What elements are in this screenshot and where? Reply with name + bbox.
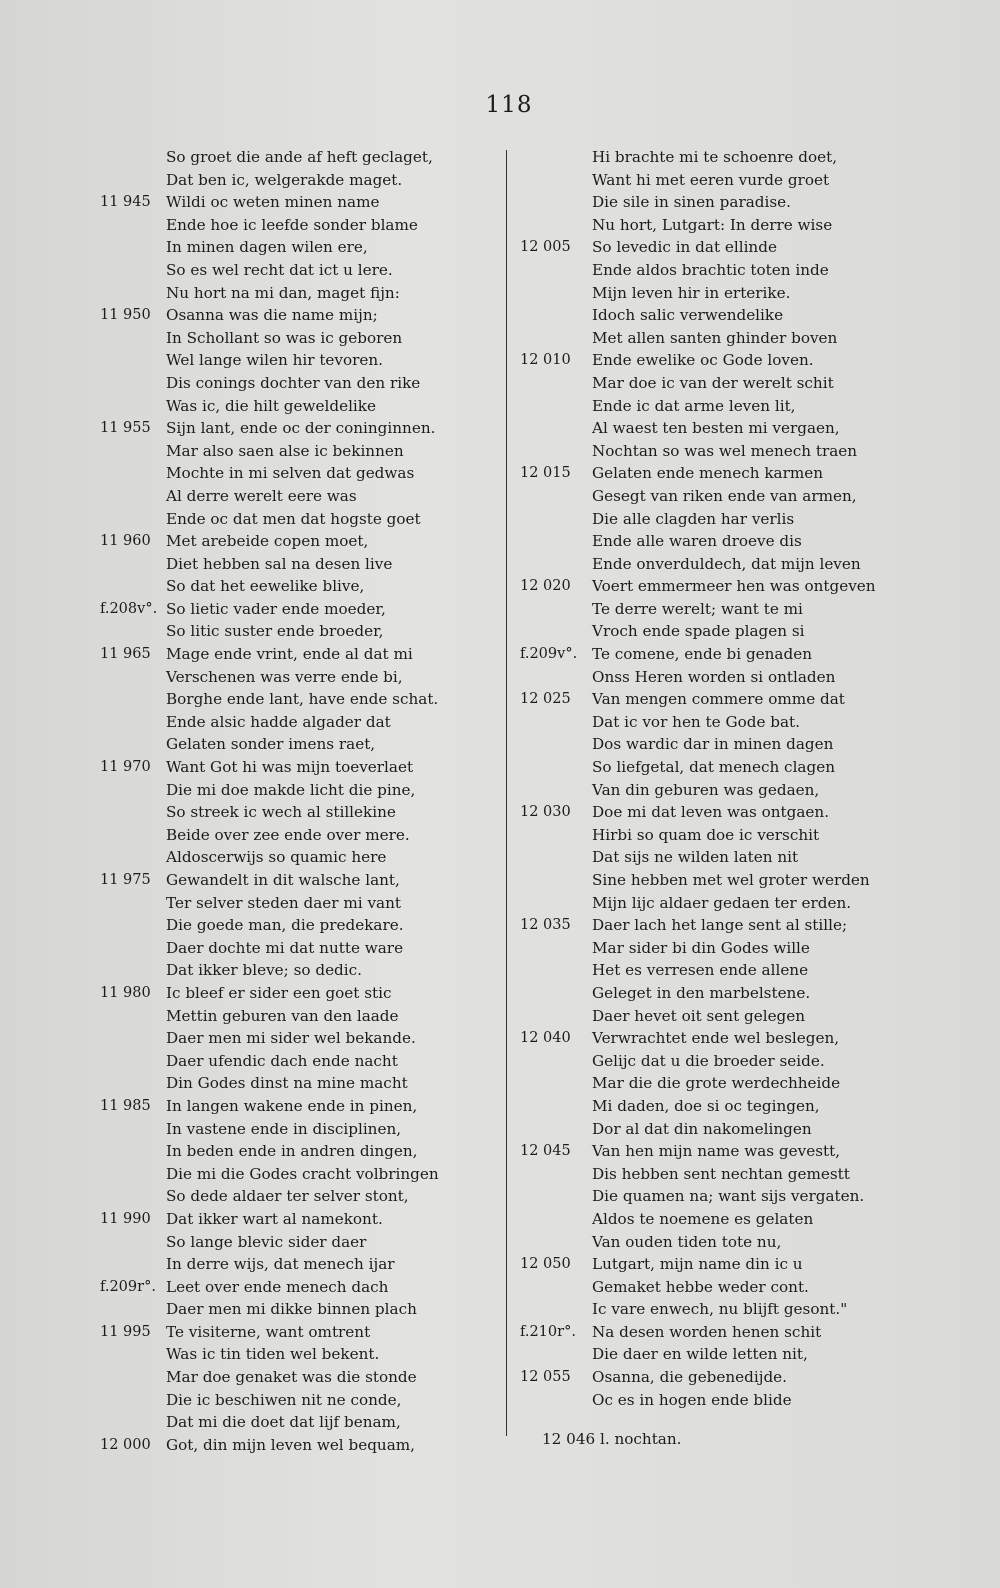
verse-line <box>100 1163 440 1186</box>
verse-line <box>520 869 885 892</box>
verse-line <box>520 553 885 576</box>
verse-text: Vroch ende spade plagen si <box>592 622 805 641</box>
verse-text: Al waest ten besten mi vergaen, <box>592 419 840 438</box>
column-divider <box>506 150 507 1436</box>
verse-line <box>100 733 440 756</box>
verse-line <box>520 1185 885 1208</box>
verse-line <box>100 417 440 440</box>
verse-text: So levedic in dat ellinde <box>592 238 777 257</box>
verse-text: Die mi doe makde licht die pine, <box>166 780 416 799</box>
line-marker: 12 025 <box>520 691 571 708</box>
verse-line <box>520 1389 885 1412</box>
verse-text: Dat ikker wart al namekont. <box>166 1209 383 1228</box>
verse-line <box>520 530 885 553</box>
verse-text: Mar also saen alse ic bekinnen <box>166 441 404 460</box>
verse-text: Ende onverduldech, dat mijn leven <box>592 554 861 573</box>
verse-text: In minen dagen wilen ere, <box>166 238 368 257</box>
verse-line <box>520 236 885 259</box>
verse-line <box>100 1208 440 1231</box>
verse-line <box>100 1027 440 1050</box>
verse-text: Dos wardic dar in minen dagen <box>592 735 834 754</box>
verse-line <box>100 575 440 598</box>
verse-line <box>520 1005 885 1028</box>
line-marker: f.208v°. <box>100 600 158 617</box>
verse-line <box>100 959 440 982</box>
verse-line <box>520 349 885 372</box>
line-marker: f.210r°. <box>520 1323 576 1340</box>
verse-text: Van din geburen was gedaen, <box>592 780 820 799</box>
line-marker: 11 965 <box>100 646 151 663</box>
verse-line <box>520 214 885 237</box>
verse-text: Na desen worden henen schit <box>592 1322 822 1341</box>
verse-text: Ende ewelike oc Gode loven. <box>592 351 814 370</box>
verse-text: Die sile in sinen paradise. <box>592 193 791 212</box>
verse-line <box>100 236 440 259</box>
verse-text: Van mengen commere omme dat <box>592 690 845 709</box>
line-marker: 11 955 <box>100 420 151 437</box>
verse-line <box>100 1005 440 1028</box>
line-marker: 12 000 <box>100 1436 151 1453</box>
verse-line <box>100 282 440 305</box>
verse-line <box>100 327 440 350</box>
verse-line <box>100 395 440 418</box>
verse-text: So streek ic wech al stillekine <box>166 803 396 822</box>
verse-line <box>520 372 885 395</box>
verse-text: Dat ben ic, welgerakde maget. <box>166 170 403 189</box>
verse-line <box>520 169 885 192</box>
line-marker: 12 040 <box>520 1030 571 1047</box>
verse-line <box>100 1050 440 1073</box>
verse-text: In derre wijs, dat menech ijar <box>166 1255 395 1274</box>
verse-line <box>520 1095 885 1118</box>
verse-text: Lutgart, mijn name din ic u <box>592 1255 803 1274</box>
verse-line <box>520 688 885 711</box>
verse-line <box>100 1434 440 1457</box>
verse-text: Want hi met eeren vurde groet <box>592 170 830 189</box>
verse-line <box>520 440 885 463</box>
verse-text: Leet over ende menech dach <box>166 1277 389 1296</box>
verse-text: Van ouden tiden tote nu, <box>592 1232 782 1251</box>
verse-text: Dat mi die doet dat lijf benam, <box>166 1413 401 1432</box>
verse-text: Verwrachtet ende wel beslegen, <box>592 1029 840 1048</box>
verse-text: Sijn lant, ende oc der coninginnen. <box>166 419 436 438</box>
line-marker: 11 975 <box>100 872 151 888</box>
line-marker: 12 010 <box>520 352 571 369</box>
verse-text: Was ic, die hilt geweldelike <box>166 396 376 415</box>
verse-line <box>100 1366 440 1389</box>
verse-line <box>520 801 885 824</box>
line-marker: 12 055 <box>520 1369 571 1386</box>
line-marker: 11 970 <box>100 759 151 776</box>
verse-text: Gelaten sonder imens raet, <box>166 735 376 754</box>
verse-text: Gewandelt in dit walsche lant, <box>166 871 400 889</box>
verse-text: Mar doe ic van der werelt schit <box>592 373 834 392</box>
verse-text: Die alle clagden har verlis <box>592 509 795 528</box>
verse-text: Aldoscerwijs so quamic here <box>166 848 387 867</box>
verse-text: Dis conings dochter van den rike <box>166 373 421 392</box>
verse-text: Mi daden, doe si oc tegingen, <box>592 1096 820 1115</box>
verse-line <box>520 1050 885 1073</box>
line-marker: 12 035 <box>520 917 571 934</box>
verse-text: Die goede man, die predekare. <box>166 916 404 935</box>
verse-line <box>100 508 440 531</box>
verse-text: Beide over zee ende over mere. <box>166 825 410 844</box>
line-marker: 12 020 <box>520 578 571 595</box>
verse-line <box>520 846 885 869</box>
verse-line <box>520 1231 885 1254</box>
verse-text: Oc es in hogen ende blide <box>592 1390 792 1409</box>
verse-line <box>100 801 440 824</box>
verse-line <box>100 530 440 553</box>
verse-line <box>520 259 885 282</box>
verse-line <box>520 395 885 418</box>
verse-line <box>520 643 885 666</box>
verse-text: Gesegt van riken ende van armen, <box>592 486 857 505</box>
verse-text: Wel lange wilen hir tevoren. <box>166 351 383 370</box>
verse-text: In vastene ende in disciplinen, <box>166 1119 402 1138</box>
verse-line <box>520 304 885 327</box>
verse-line <box>520 982 885 1005</box>
verse-line <box>520 462 885 485</box>
verse-line <box>520 711 885 734</box>
line-marker: 12 050 <box>520 1256 571 1273</box>
verse-text: In langen wakene ende in pinen, <box>166 1096 418 1115</box>
line-marker: 11 990 <box>100 1210 151 1227</box>
verse-line <box>100 1095 440 1118</box>
verse-text: So dede aldaer ter selver stont, <box>166 1187 409 1206</box>
verse-line <box>520 1163 885 1186</box>
verse-line <box>520 779 885 802</box>
verse-text: Geleget in den marbelstene. <box>592 983 811 1002</box>
verse-text: Hirbi so quam doe ic verschit <box>592 825 820 844</box>
verse-text: Daer lach het lange sent al stille; <box>592 916 848 935</box>
line-marker: 11 945 <box>100 194 151 211</box>
verse-text: Osanna was die name mijn; <box>166 306 378 325</box>
verse-line <box>520 508 885 531</box>
verse-text: Die mi die Godes cracht volbringen <box>166 1164 439 1183</box>
verse-text: So lange blevic sider daer <box>166 1232 367 1251</box>
verse-line <box>520 892 885 915</box>
verse-line <box>100 259 440 282</box>
verse-line <box>100 914 440 937</box>
verse-text: Met allen santen ghinder boven <box>592 328 838 347</box>
verse-line <box>520 756 885 779</box>
verse-text: Dis hebben sent nechtan gemestt <box>592 1164 850 1183</box>
verse-text: Ende hoe ic leefde sonder blame <box>166 215 418 234</box>
verse-line <box>100 462 440 485</box>
verse-line <box>100 146 440 169</box>
verse-line <box>520 327 885 350</box>
verse-line <box>100 756 440 779</box>
verse-text: So groet die ande af heft geclaget, <box>166 148 433 166</box>
verse-text: Nu hort, Lutgart: In derre wise <box>592 215 833 234</box>
line-marker: 12 015 <box>520 465 571 482</box>
verse-line <box>520 959 885 982</box>
verse-text: Voert emmermeer hen was ontgeven <box>592 577 876 596</box>
verse-text: So es wel recht dat ict u lere. <box>166 260 393 279</box>
verse-line <box>100 1276 440 1299</box>
verse-text: Ende ic dat arme leven lit, <box>592 396 796 415</box>
verse-line <box>100 349 440 372</box>
verse-text: Nu hort na mi dan, maget fijn: <box>166 283 400 302</box>
verse-line <box>100 1343 440 1366</box>
verse-text: Onss Heren worden si ontladen <box>592 667 836 686</box>
verse-text: Osanna, die gebenedijde. <box>592 1368 787 1387</box>
verse-text: Mijn lijc aldaer gedaen ter erden. <box>592 893 852 912</box>
verse-text: Want Got hi was mijn toeverlaet <box>166 758 414 777</box>
verse-text: Dat ikker bleve; so dedic. <box>166 961 362 980</box>
line-marker: 11 980 <box>100 984 151 1001</box>
verse-text: Dat sijs ne wilden laten nit <box>592 848 799 867</box>
verse-line <box>520 733 885 756</box>
verse-line <box>520 282 885 305</box>
verse-text: Ende oc dat men dat hogste goet <box>166 509 421 528</box>
verse-text: Al derre werelt eere was <box>166 486 357 505</box>
verse-text: Was ic tin tiden wel bekent. <box>166 1345 380 1364</box>
verse-text: Te comene, ende bi genaden <box>592 645 812 664</box>
line-marker: 11 985 <box>100 1097 151 1114</box>
verse-line <box>520 1343 885 1366</box>
verse-text: So lietic vader ende moeder, <box>166 599 386 618</box>
verse-text: In Schollant so was ic geboren <box>166 328 403 347</box>
line-marker: f.209r°. <box>100 1278 156 1295</box>
verse-line <box>100 1072 440 1095</box>
verse-text: Te visiterne, want omtrent <box>166 1322 371 1341</box>
line-marker: 12 045 <box>520 1143 571 1160</box>
verse-text: Het es verresen ende allene <box>592 961 809 980</box>
verse-line <box>100 620 440 643</box>
verse-line <box>100 937 440 960</box>
verse-line <box>100 688 440 711</box>
verse-line <box>100 779 440 802</box>
verse-text: Borghe ende lant, have ende schat. <box>166 690 439 709</box>
verse-line <box>100 1389 440 1412</box>
verse-text: Met arebeide copen moet, <box>166 532 369 551</box>
verse-line <box>100 1185 440 1208</box>
verse-text: Mage ende vrint, ende al dat mi <box>166 645 413 664</box>
verse-line <box>100 1231 440 1254</box>
verse-text: Mochte in mi selven dat gedwas <box>166 464 415 483</box>
verse-line <box>520 1366 885 1389</box>
verse-line <box>520 1253 885 1276</box>
verse-line <box>100 1140 440 1163</box>
verse-text: So dat het eewelike blive, <box>166 577 365 596</box>
verse-line <box>100 598 440 621</box>
verse-line <box>100 711 440 734</box>
verse-line <box>520 575 885 598</box>
verse-text: Ende alle waren droeve dis <box>592 532 802 551</box>
verse-line <box>520 1276 885 1299</box>
line-marker: 12 005 <box>520 239 571 256</box>
verse-line <box>520 146 885 169</box>
verse-text: Te derre werelt; want te mi <box>592 599 803 618</box>
verse-line <box>100 1253 440 1276</box>
verse-line <box>100 1118 440 1141</box>
verse-text: Dat ic vor hen te Gode bat. <box>592 712 800 731</box>
verse-text: Din Godes dinst na mine macht <box>166 1074 408 1093</box>
verse-line <box>100 1298 440 1321</box>
line-marker: f.209v°. <box>520 646 578 663</box>
verse-line <box>100 643 440 666</box>
verse-line <box>100 666 440 689</box>
verse-line <box>520 1140 885 1163</box>
verse-text: Mettin geburen van den laade <box>166 1006 399 1025</box>
verse-line <box>520 191 885 214</box>
verse-line <box>100 214 440 237</box>
footnote: 12 046 l. nochtan. <box>542 1430 682 1448</box>
verse-text: Doe mi dat leven was ontgaen. <box>592 803 830 822</box>
verse-text: Daer dochte mi dat nutte ware <box>166 938 404 957</box>
verse-line <box>100 869 440 892</box>
verse-line <box>100 1411 440 1434</box>
verse-text: So liefgetal, dat menech clagen <box>592 758 835 777</box>
verse-line <box>520 620 885 643</box>
verse-text: Daer men mi sider wel bekande. <box>166 1029 416 1048</box>
verse-line <box>520 666 885 689</box>
page-number: 118 <box>485 92 533 118</box>
verse-line <box>100 372 440 395</box>
verse-text: Ic bleef er sider een goet stic <box>166 983 392 1002</box>
verse-text: Mar sider bi din Godes wille <box>592 938 810 957</box>
line-marker: 12 030 <box>520 804 571 821</box>
verse-text: Die ic beschiwen nit ne conde, <box>166 1390 402 1409</box>
verse-text: Nochtan so was wel menech traen <box>592 441 858 460</box>
verse-text: In beden ende in andren dingen, <box>166 1142 418 1161</box>
verse-text: Got, din mijn leven wel bequam, <box>166 1435 415 1454</box>
verse-line <box>520 417 885 440</box>
verse-text: Aldos te noemene es gelaten <box>592 1209 814 1228</box>
verse-line <box>520 1298 885 1321</box>
verse-line <box>520 1208 885 1231</box>
verse-text: Ic vare enwech, nu blijft gesont." <box>592 1300 848 1319</box>
line-marker: 11 995 <box>100 1323 151 1340</box>
verse-text: Hi brachte mi te schoenre doet, <box>592 148 838 166</box>
verse-text: Mar die die grote werdechheide <box>592 1074 841 1093</box>
verse-line <box>520 1072 885 1095</box>
verse-line <box>520 937 885 960</box>
verse-text: Gelijc dat u die broeder seide. <box>592 1051 825 1070</box>
verse-line <box>100 304 440 327</box>
verse-text: Ter selver steden daer mi vant <box>166 893 401 912</box>
verse-line <box>100 485 440 508</box>
verse-line <box>520 598 885 621</box>
verse-line <box>520 1118 885 1141</box>
verse-line <box>100 824 440 847</box>
line-marker: 11 950 <box>100 307 151 324</box>
verse-text: Idoch salic verwendelike <box>592 306 784 325</box>
verse-text: Diet hebben sal na desen live <box>166 554 393 573</box>
verse-text: Verschenen was verre ende bi, <box>166 667 403 686</box>
verse-text: So litic suster ende broeder, <box>166 622 384 641</box>
verse-text: Die daer en wilde letten nit, <box>592 1345 808 1364</box>
verse-text: Mijn leven hir in erterike. <box>592 283 791 302</box>
verse-text: Sine hebben met wel groter werden <box>592 871 870 889</box>
verse-line <box>100 1321 440 1344</box>
verse-text: Ende aldos brachtic toten inde <box>592 260 829 279</box>
verse-text: Daer ufendic dach ende nacht <box>166 1051 398 1070</box>
verse-line <box>100 169 440 192</box>
verse-text: Van hen mijn name was gevestt, <box>592 1142 841 1161</box>
verse-line <box>520 485 885 508</box>
verse-line <box>100 892 440 915</box>
verse-text: Gemaket hebbe weder cont. <box>592 1277 809 1296</box>
verse-line <box>520 824 885 847</box>
verse-text: Wildi oc weten minen name <box>166 193 380 212</box>
right-column <box>520 146 885 1411</box>
verse-line <box>520 1027 885 1050</box>
line-marker: 11 960 <box>100 533 151 550</box>
verse-line <box>100 982 440 1005</box>
left-column <box>100 146 440 1456</box>
verse-text: Daer hevet oit sent gelegen <box>592 1006 806 1025</box>
verse-text: Die quamen na; want sijs vergaten. <box>592 1187 865 1206</box>
verse-text: Mar doe genaket was die stonde <box>166 1368 417 1387</box>
verse-text: Daer men mi dikke binnen plach <box>166 1300 417 1319</box>
verse-text: Gelaten ende menech karmen <box>592 464 824 483</box>
verse-text: Dor al dat din nakomelingen <box>592 1119 812 1138</box>
verse-text: Ende alsic hadde algader dat <box>166 712 391 731</box>
verse-line <box>100 553 440 576</box>
verse-line <box>520 1321 885 1344</box>
verse-line <box>520 914 885 937</box>
verse-line <box>100 846 440 869</box>
verse-line <box>100 440 440 463</box>
verse-line <box>100 191 440 214</box>
